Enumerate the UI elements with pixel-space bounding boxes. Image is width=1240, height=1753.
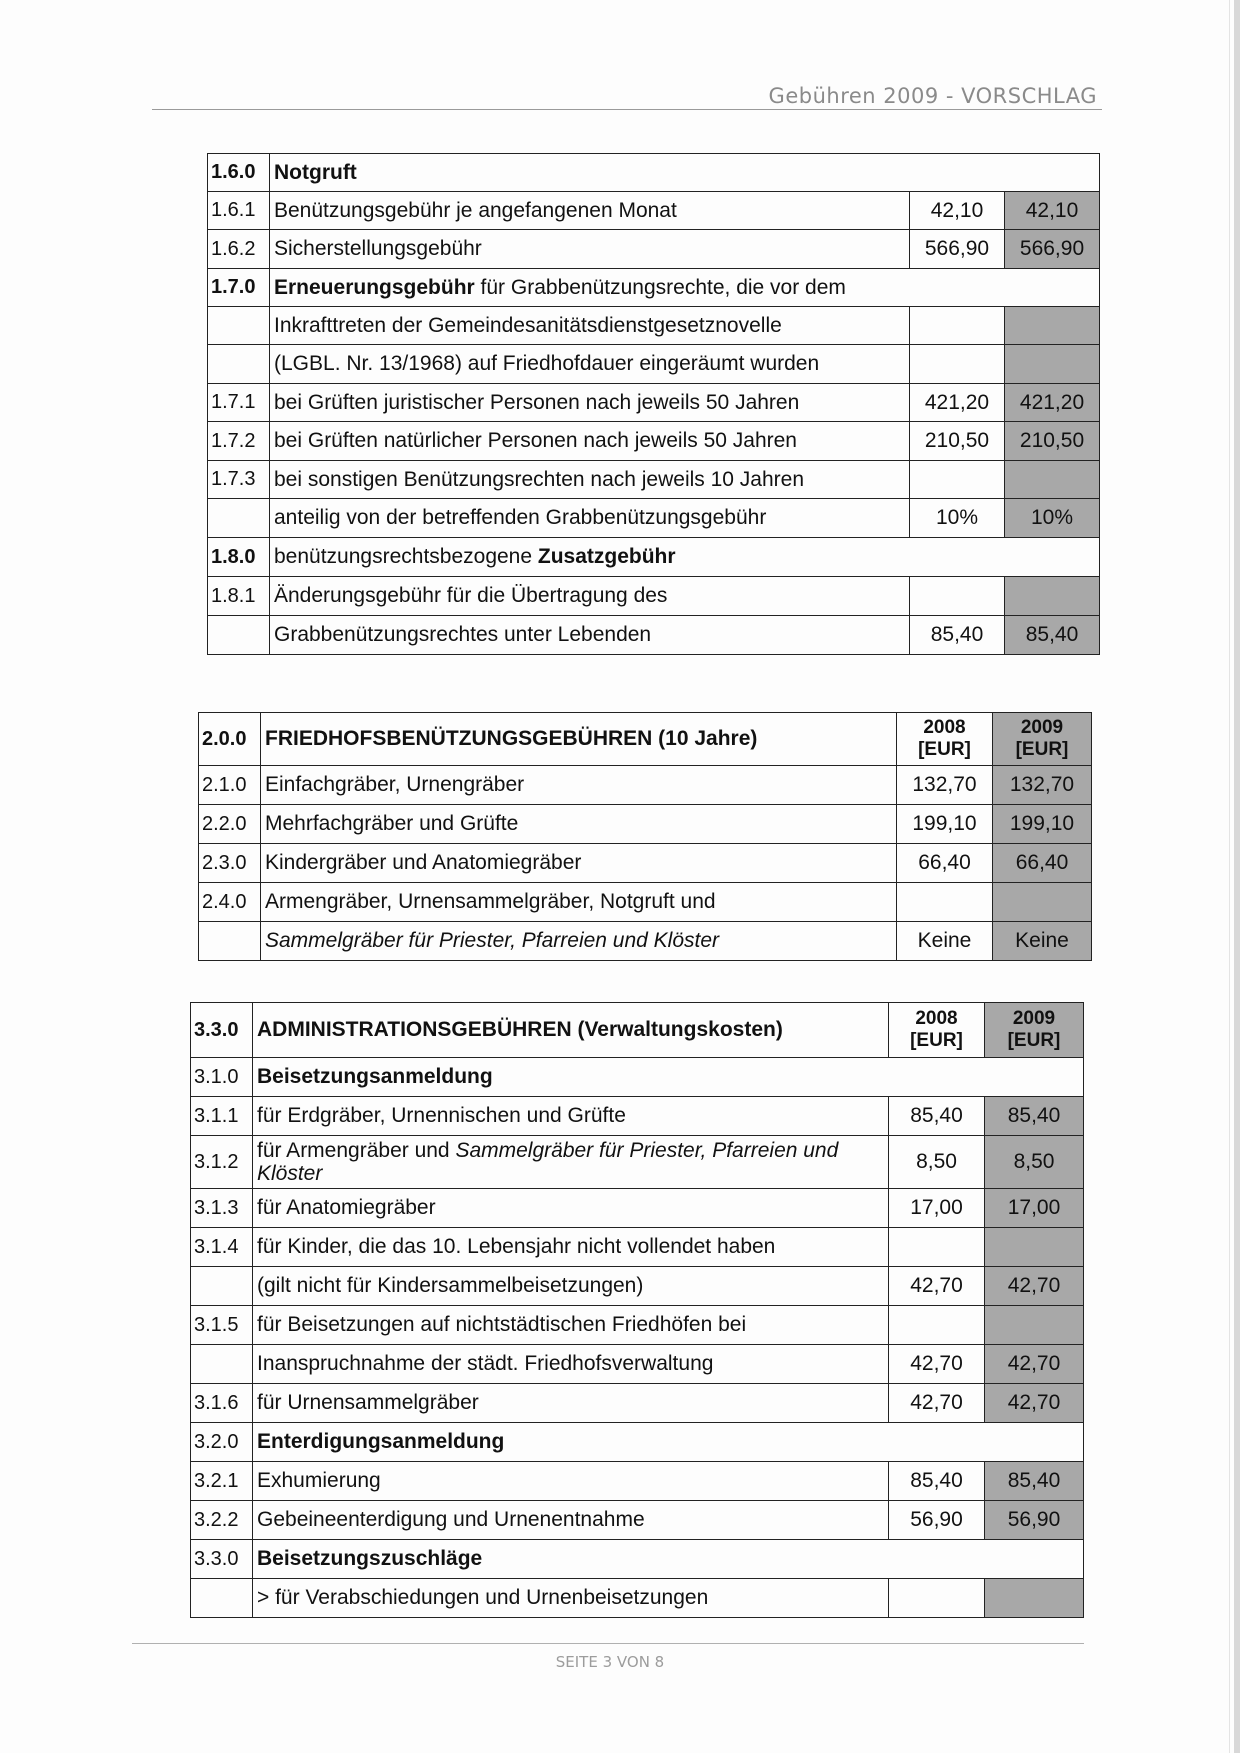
value-2008-empty: [889, 1228, 985, 1267]
section-title: Beisetzungszuschläge: [253, 1540, 1084, 1579]
section-title: [270, 538, 1100, 577]
column-unit: [EUR]: [1007, 1030, 1061, 1051]
row-label: Benützungsgebühr je angefangenen Monat: [270, 192, 910, 230]
row-code: 3.1.1: [191, 1097, 253, 1136]
page-header-title: Gebühren 2009 - VORSCHLAG: [768, 84, 1097, 108]
row-label-italic: Sammelgräber für Priester, Pfarreien und Klöster: [257, 1139, 839, 1185]
value-2008-empty: [910, 577, 1005, 616]
table-row: [199, 805, 1092, 844]
value-2009: 42,70: [985, 1384, 1084, 1423]
row-label: für Anatomiegräber: [253, 1189, 889, 1228]
table-row: [208, 616, 1100, 655]
value-2009: 17,00: [985, 1189, 1084, 1228]
value-2008: 42,70: [889, 1345, 985, 1384]
row-label: Gebeineenterdigung und Urnenentnahme: [253, 1501, 889, 1540]
row-label: für Kinder, die das 10. Lebensjahr nicht vollendet haben: [253, 1228, 889, 1267]
table-row: [191, 1579, 1084, 1618]
row-label: (LGBL. Nr. 13/1968) auf Friedhofdauer eingeräumt wurden: [270, 345, 910, 384]
row-label: Mehrfachgräber und Grüfte: [261, 805, 897, 844]
row-code-empty: [191, 1579, 253, 1618]
row-label: für Urnensammelgräber: [253, 1384, 889, 1423]
value-2008: 42,10: [910, 192, 1005, 230]
column-year: 2008: [923, 717, 966, 738]
table-row: [191, 1228, 1084, 1267]
value-2008: 10%: [910, 499, 1005, 538]
table-row: [208, 154, 1100, 192]
section-title-bold: Erneuerungsgebühr: [274, 275, 475, 299]
row-code: 1.6.2: [208, 230, 270, 269]
table-row: [191, 1345, 1084, 1384]
row-label: Inanspruchnahme der städt. Friedhofsverwaltung: [253, 1345, 889, 1384]
value-2008: 8,50: [889, 1136, 985, 1189]
value-2008: 566,90: [910, 230, 1005, 269]
value-2009: 56,90: [985, 1501, 1084, 1540]
table-row: [191, 1097, 1084, 1136]
row-label: Exhumierung: [253, 1462, 889, 1501]
value-2009-empty: [993, 883, 1092, 922]
row-code: 2.2.0: [199, 805, 261, 844]
value-2008: 85,40: [889, 1097, 985, 1136]
value-2009-empty: [1005, 577, 1100, 616]
row-label: bei Grüften natürlicher Personen nach jeweils 50 Jahren: [270, 422, 910, 461]
value-2008-empty: [910, 345, 1005, 384]
value-2008: 42,70: [889, 1267, 985, 1306]
fee-table-notgruft: [207, 153, 1100, 655]
row-code-empty: [199, 922, 261, 961]
column-unit: [EUR]: [910, 1030, 963, 1051]
fee-table-friedhofsbenuetzung: [198, 712, 1092, 961]
table-header-row: [199, 713, 1092, 766]
row-code-empty: [191, 1345, 253, 1384]
row-code: 2.1.0: [199, 766, 261, 805]
column-header-2008: [897, 713, 993, 766]
header-divider: [152, 109, 1102, 110]
value-2009: 85,40: [985, 1097, 1084, 1136]
value-2009-empty: [1005, 307, 1100, 345]
row-label: [253, 1136, 889, 1189]
value-2008-empty: [910, 461, 1005, 499]
table-row: [208, 269, 1100, 307]
row-label: Armengräber, Urnensammelgräber, Notgruft und: [261, 883, 897, 922]
table-row: [191, 1136, 1084, 1189]
row-code-empty: [191, 1267, 253, 1306]
table-row: [208, 230, 1100, 269]
section-title: [270, 269, 1100, 307]
row-code: 1.8.1: [208, 577, 270, 616]
row-label: bei Grüften juristischer Personen nach jeweils 50 Jahren: [270, 384, 910, 422]
value-2009: 421,20: [1005, 384, 1100, 422]
value-2009: 66,40: [993, 844, 1092, 883]
table-row: [191, 1462, 1084, 1501]
row-code: 3.1.0: [191, 1058, 253, 1097]
row-label-part: für Armengräber und: [257, 1139, 456, 1162]
value-2009-empty: [1005, 345, 1100, 384]
value-2009: 199,10: [993, 805, 1092, 844]
table-row: [199, 883, 1092, 922]
row-label: Sammelgräber für Priester, Pfarreien und Klöster: [261, 922, 897, 961]
value-2009: 42,70: [985, 1345, 1084, 1384]
value-2008: 421,20: [910, 384, 1005, 422]
table-row: [191, 1423, 1084, 1462]
row-label: (gilt nicht für Kindersammelbeisetzungen): [253, 1267, 889, 1306]
table-title: ADMINISTRATIONSGEBÜHREN (Verwaltungskosten): [253, 1003, 889, 1058]
value-2008-empty: [889, 1579, 985, 1618]
section-title: Beisetzungsanmeldung: [253, 1058, 1084, 1097]
section-title: Enterdigungsanmeldung: [253, 1423, 1084, 1462]
row-code: 3.1.6: [191, 1384, 253, 1423]
row-code: 3.1.3: [191, 1189, 253, 1228]
value-2009-empty: [985, 1579, 1084, 1618]
table-row: [208, 422, 1100, 461]
row-code: 3.3.0: [191, 1540, 253, 1579]
section-title-rest: benützungsrechtsbezogene: [274, 545, 538, 568]
row-code: 3.2.0: [191, 1423, 253, 1462]
table-row: [208, 384, 1100, 422]
row-code: 3.2.2: [191, 1501, 253, 1540]
row-code: 1.7.3: [208, 461, 270, 499]
value-2008: 85,40: [910, 616, 1005, 655]
row-code: 2.0.0: [199, 713, 261, 766]
row-label: für Beisetzungen auf nichtstädtischen Friedhöfen bei: [253, 1306, 889, 1345]
value-2009: 10%: [1005, 499, 1100, 538]
table-row: [191, 1306, 1084, 1345]
table-row: [199, 922, 1092, 961]
row-label: Sicherstellungsgebühr: [270, 230, 910, 269]
value-2009: Keine: [993, 922, 1092, 961]
column-unit: [EUR]: [918, 739, 971, 760]
column-unit: [EUR]: [1015, 739, 1069, 760]
value-2009-empty: [985, 1306, 1084, 1345]
page-number: SEITE 3 VON 8: [555, 1653, 665, 1671]
value-2009: 8,50: [985, 1136, 1084, 1189]
fee-table-administration: [190, 1002, 1084, 1618]
footer-divider: [132, 1643, 1084, 1644]
row-label: anteilig von der betreffenden Grabbenützungsgebühr: [270, 499, 910, 538]
table-row: [208, 538, 1100, 577]
value-2008: 17,00: [889, 1189, 985, 1228]
table-header-row: [191, 1003, 1084, 1058]
value-2008-empty: [897, 883, 993, 922]
row-code: 3.2.1: [191, 1462, 253, 1501]
column-header-2009: [993, 713, 1092, 766]
value-2008: 85,40: [889, 1462, 985, 1501]
value-2008: 210,50: [910, 422, 1005, 461]
scan-edge: [1234, 0, 1240, 1753]
table-row: [191, 1058, 1084, 1097]
row-code: 3.1.2: [191, 1136, 253, 1189]
value-2008-empty: [889, 1306, 985, 1345]
table-row: [191, 1189, 1084, 1228]
table-title: FRIEDHOFSBENÜTZUNGSGEBÜHREN (10 Jahre): [261, 713, 897, 766]
section-title-rest: für Grabbenützungsrechte, die vor dem: [474, 275, 846, 299]
table-row: [191, 1540, 1084, 1579]
value-2008: 66,40: [897, 844, 993, 883]
row-code-empty: [208, 307, 270, 345]
row-label: Änderungsgebühr für die Übertragung des: [270, 577, 910, 616]
column-year: 2009: [1012, 1008, 1056, 1029]
table-row: [208, 499, 1100, 538]
row-label: Einfachgräber, Urnengräber: [261, 766, 897, 805]
column-header-2008: [889, 1003, 985, 1058]
value-2009: 210,50: [1005, 422, 1100, 461]
row-label: > für Verabschiedungen und Urnenbeisetzungen: [253, 1579, 889, 1618]
table-row: [191, 1501, 1084, 1540]
row-code-empty: [208, 499, 270, 538]
value-2009: 132,70: [993, 766, 1092, 805]
row-code: 1.8.0: [208, 538, 270, 577]
table-row: [191, 1267, 1084, 1306]
row-code: 3.1.4: [191, 1228, 253, 1267]
row-label: Grabbenützungsrechtes unter Lebenden: [270, 616, 910, 655]
value-2008: 132,70: [897, 766, 993, 805]
row-code: 1.7.2: [208, 422, 270, 461]
row-code: 1.7.0: [208, 269, 270, 307]
table-row: [208, 345, 1100, 384]
row-code-empty: [208, 345, 270, 384]
row-code-empty: [208, 616, 270, 655]
table-row: [199, 844, 1092, 883]
value-2009: 85,40: [985, 1462, 1084, 1501]
row-label: Inkrafttreten der Gemeindesanitätsdienstgesetznovelle: [270, 307, 910, 345]
value-2008: 56,90: [889, 1501, 985, 1540]
value-2009: 42,10: [1005, 192, 1100, 230]
table-row: [208, 192, 1100, 230]
column-year: 2008: [915, 1008, 958, 1029]
row-label: für Erdgräber, Urnennischen und Grüfte: [253, 1097, 889, 1136]
table-row: [208, 461, 1100, 499]
value-2009-empty: [1005, 461, 1100, 499]
row-code: 1.6.0: [208, 154, 270, 192]
section-title: Notgruft: [270, 154, 1100, 192]
section-title-bold: Zusatzgebühr: [537, 545, 676, 568]
table-row: [199, 766, 1092, 805]
table-row: [191, 1384, 1084, 1423]
value-2008-empty: [910, 307, 1005, 345]
row-code: 1.6.1: [208, 192, 270, 230]
value-2009: 42,70: [985, 1267, 1084, 1306]
row-label: bei sonstigen Benützungsrechten nach jeweils 10 Jahren: [270, 461, 910, 499]
value-2008: 42,70: [889, 1384, 985, 1423]
row-code: 2.3.0: [199, 844, 261, 883]
value-2008: Keine: [897, 922, 993, 961]
row-code: 3.3.0: [191, 1003, 253, 1058]
value-2008: 199,10: [897, 805, 993, 844]
column-year: 2009: [1020, 717, 1064, 738]
table-row: [208, 307, 1100, 345]
value-2009: 85,40: [1005, 616, 1100, 655]
value-2009: 566,90: [1005, 230, 1100, 269]
scan-edge-line: [1229, 0, 1230, 1753]
column-header-2009: [985, 1003, 1084, 1058]
table-row: [208, 577, 1100, 616]
row-code: 3.1.5: [191, 1306, 253, 1345]
row-code: 2.4.0: [199, 883, 261, 922]
row-label: Kindergräber und Anatomiegräber: [261, 844, 897, 883]
row-code: 1.7.1: [208, 384, 270, 422]
value-2009-empty: [985, 1228, 1084, 1267]
